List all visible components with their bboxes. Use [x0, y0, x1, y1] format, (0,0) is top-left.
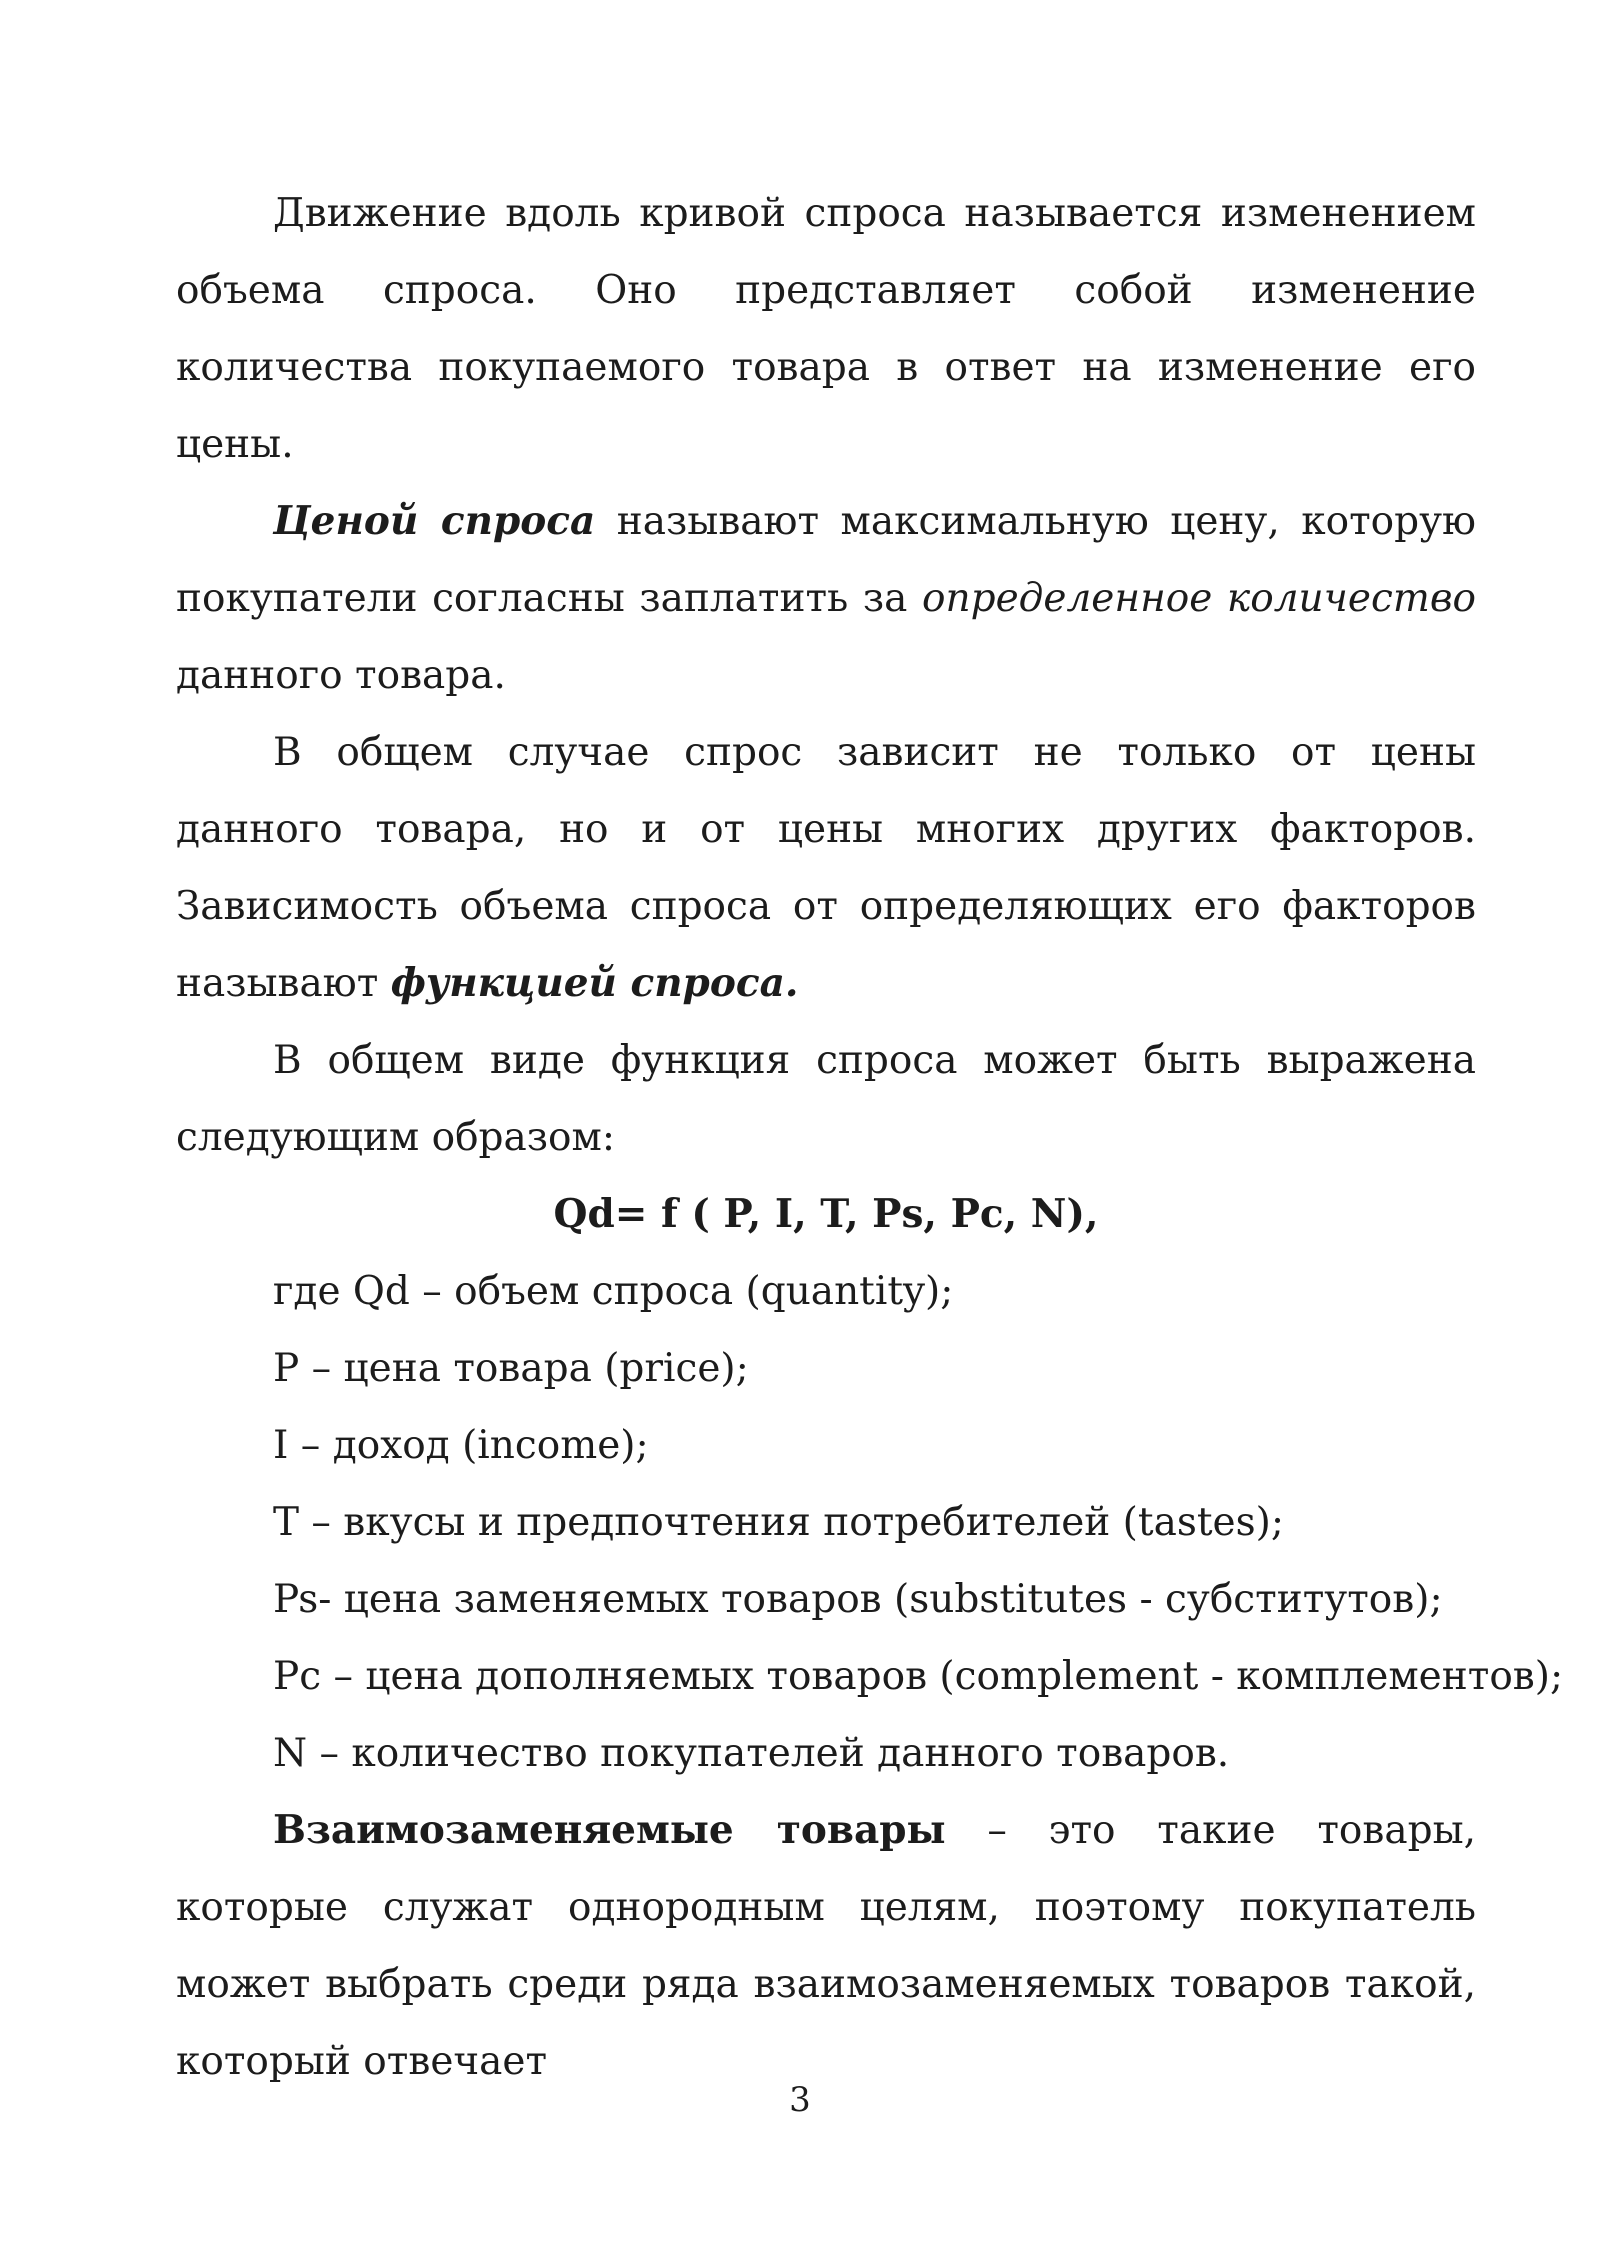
- document-page: [176, 175, 1564, 2100]
- paragraph-demand-curve-movement: Движение вдоль кривой спроса называется изменением объема спроса. Оно представляет собой изменение количества покупаемого товара в ответ на изменение его цены.: [176, 191, 1476, 467]
- paragraph-demand-price-text-b: данного товара.: [176, 653, 506, 698]
- legend-item-n: N – количество покупателей данного товаров.: [273, 1731, 1230, 1776]
- paragraph-substitute-goods: [176, 1792, 1476, 2100]
- term-demand-function: функцией спроса.: [390, 960, 799, 1006]
- paragraph-demand-price-text-a: называют максимальную цену, которую покупатели согласны заплатить за: [176, 499, 1476, 621]
- legend-item-i: I – доход (income);: [273, 1423, 649, 1468]
- paragraph-substitute-goods-text: – это такие товары, которые служат однородным целям, поэтому покупатель может выбрать среди ряда взаимозаменяемых товаров такой, который отвечает: [176, 1808, 1476, 2084]
- legend-item-ps: Ps- цена заменяемых товаров (substitutes - субститутов);: [273, 1577, 1443, 1622]
- paragraph-demand-price: [176, 483, 1476, 714]
- term-substitute-goods: Взаимозаменяемые товары: [273, 1807, 946, 1853]
- page-number: 3: [789, 2080, 811, 2120]
- emphasis-certain-quantity: определенное количество: [922, 576, 1476, 621]
- legend-item-p: P – цена товара (price);: [273, 1346, 749, 1391]
- paragraph-demand-function: [176, 714, 1476, 1022]
- demand-function-formula: Qd= f ( P, I, T, Ps, Pc, N),: [553, 1191, 1099, 1237]
- legend-item-t: T – вкусы и предпочтения потребителей (tastes);: [273, 1500, 1284, 1545]
- paragraph-general-form: В общем виде функция спроса может быть выражена следующим образом:: [176, 1038, 1476, 1160]
- legend-item-pc: Pc – цена дополняемых товаров (complement - комплементов);: [273, 1654, 1564, 1699]
- term-demand-price: Ценой спроса: [273, 498, 596, 544]
- legend-item-qd: где Qd – объем спроса (quantity);: [273, 1269, 954, 1314]
- paragraph-demand-function-text: В общем случае спрос зависит не только от цены данного товара, но и от цены многих других факторов. Зависимость объема спроса от определяющих его факторов называют: [176, 730, 1476, 1006]
